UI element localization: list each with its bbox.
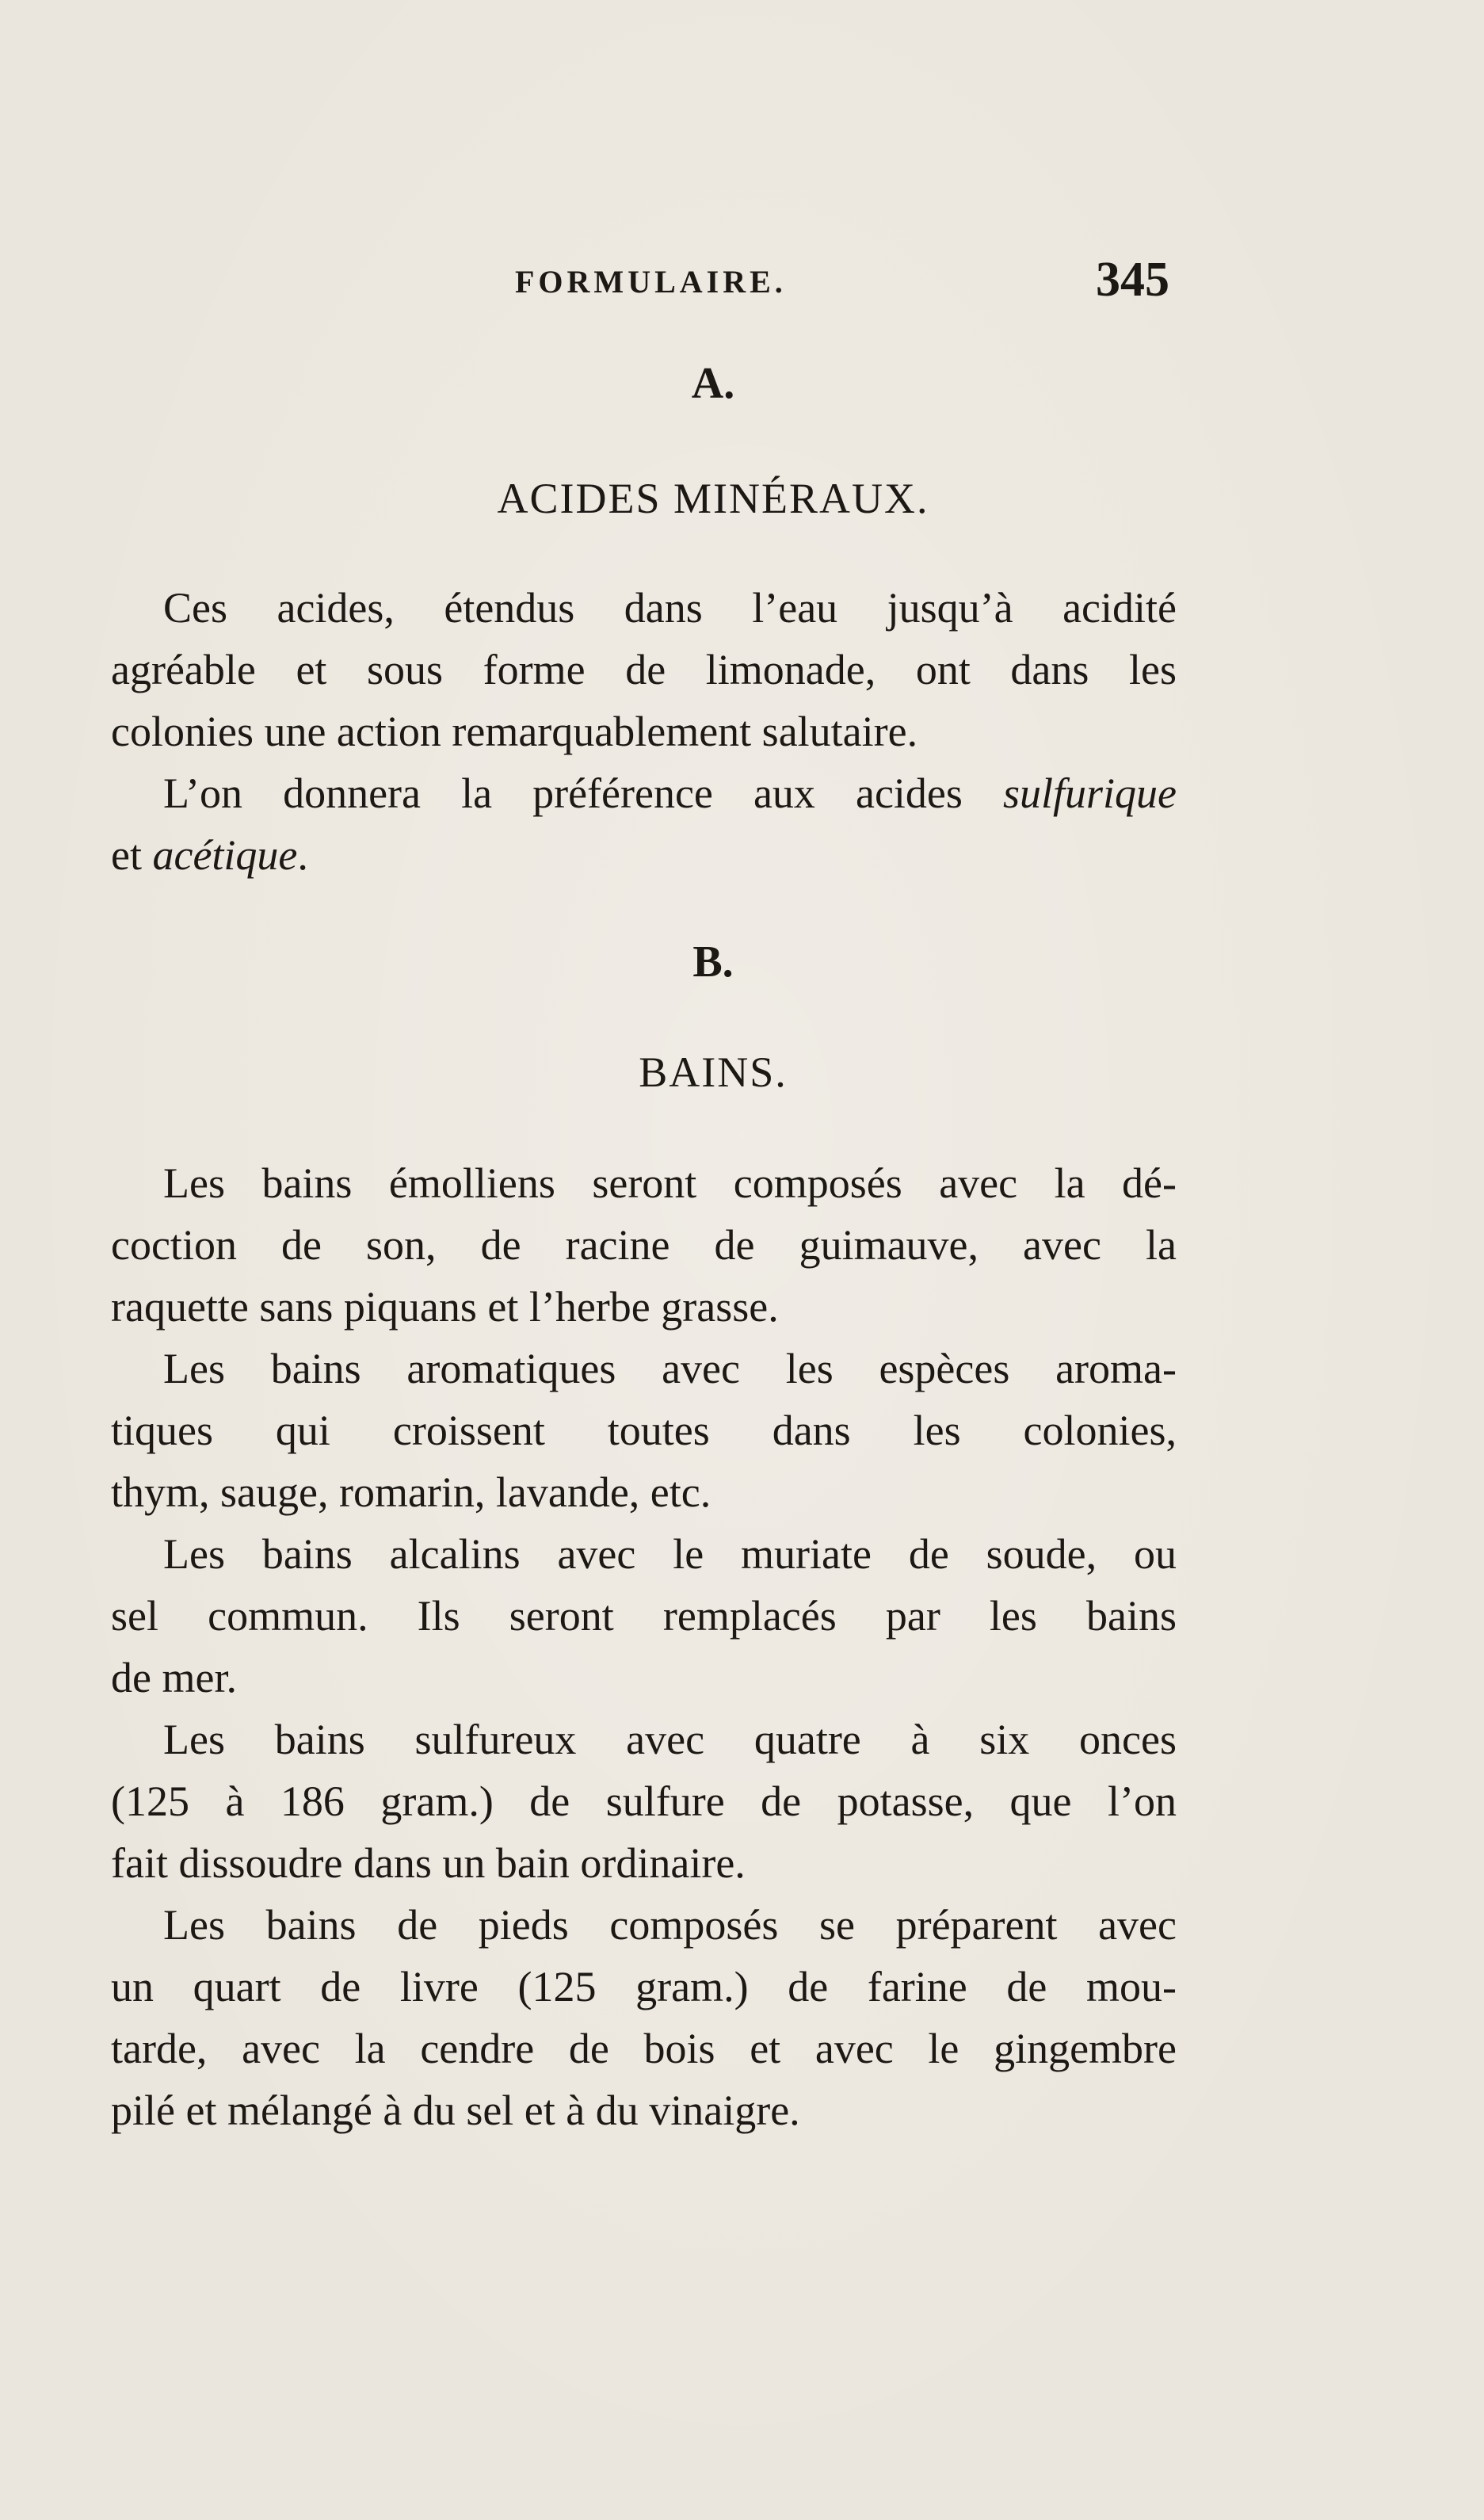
italic-term-acetique: acétique (152, 831, 298, 879)
text-run: L’on donnera la préférence aux acides (163, 769, 1003, 817)
paragraph (111, 1152, 1177, 1338)
text-line: (125 à 186 gram.) de sulfure de potasse, que l’on (111, 1777, 1177, 1825)
running-head (0, 252, 1484, 315)
paragraph (111, 577, 1177, 762)
running-title: FORMULAIRE. (515, 264, 787, 300)
text-line: fait dissoudre dans un bain ordinaire. (111, 1839, 746, 1887)
text-line: un quart de livre (125 gram.) de farine de mou- (111, 1963, 1177, 2010)
section-letter-a: A. (691, 359, 735, 408)
paragraph (111, 762, 1177, 886)
text-line: Les bains émolliens seront composés avec la dé- (163, 1159, 1177, 1207)
text-line: Les bains de pieds composés se préparent avec (163, 1901, 1177, 1949)
text-line: colonies une action remarquablement salutaire. (111, 708, 918, 755)
section-a-body (111, 577, 1177, 886)
text-run: et (111, 831, 153, 879)
text-line: sel commun. Ils seront remplacés par les bains (111, 1592, 1177, 1640)
text-line: tarde, avec la cendre de bois et avec le gingembre (111, 2025, 1177, 2072)
text-line: Les bains aromatiques avec les espèces aroma- (163, 1345, 1177, 1392)
text-line: agréable et sous forme de limonade, ont dans les (111, 646, 1177, 693)
paragraph (111, 1523, 1177, 1709)
section-title-bains: BAINS. (639, 1048, 788, 1096)
text-line: pilé et mélangé à du sel et à du vinaigre. (111, 2087, 800, 2134)
text-line: raquette sans piquans et l’herbe grasse. (111, 1283, 779, 1331)
text-line (111, 824, 1177, 886)
page-number: 345 (1096, 253, 1169, 307)
text-line: Les bains alcalins avec le muriate de soude, ou (163, 1530, 1177, 1578)
section-title-acides: ACIDES MINÉRAUX. (497, 475, 929, 522)
text-line: tiques qui croissent toutes dans les colonies, (111, 1407, 1177, 1454)
italic-term-sulfurique: sulfurique (1002, 769, 1177, 817)
text-line: Les bains sulfureux avec quatre à six onces (163, 1716, 1177, 1763)
text-line: thym, sauge, romarin, lavande, etc. (111, 1468, 711, 1516)
section-b-body (111, 1152, 1177, 2141)
paragraph (111, 1338, 1177, 1523)
section-letter-b: B. (692, 937, 734, 987)
text-line: de mer. (111, 1654, 237, 1701)
text-line (111, 762, 1177, 824)
text-line: coction de son, de racine de guimauve, avec la (111, 1221, 1177, 1269)
text-line: Ces acides, étendus dans l’eau jusqu’à acidité (163, 584, 1177, 632)
paragraph (111, 1894, 1177, 2141)
paragraph (111, 1709, 1177, 1894)
text-run: . (297, 831, 308, 879)
